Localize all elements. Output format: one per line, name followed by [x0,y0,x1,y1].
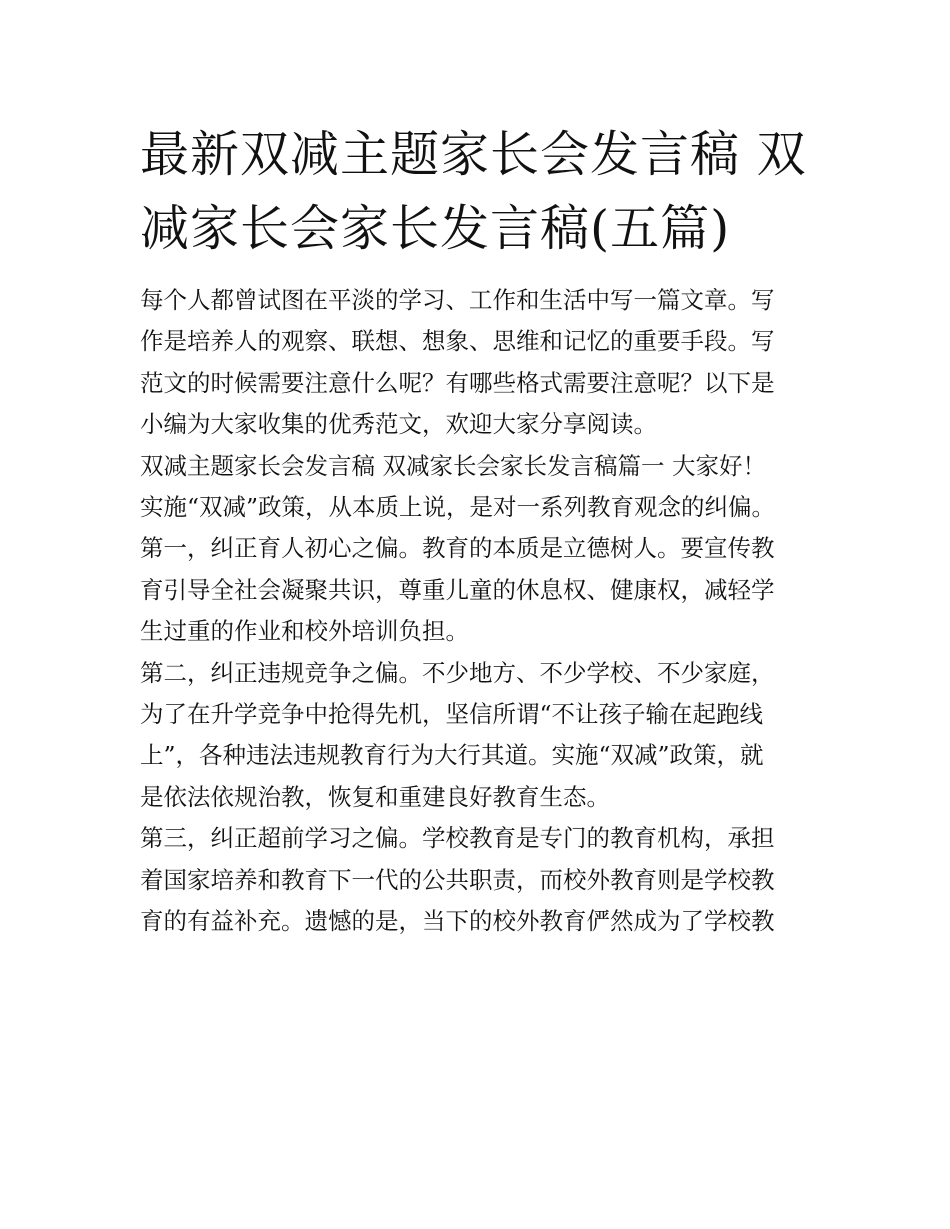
text-line: 作是培养人的观察、联想、想象、思维和记忆的重要手段。写 [140,327,775,356]
text-line: 是依法依规治教，恢复和重建良好教育生态。 [140,782,610,811]
document-title [140,118,812,266]
point-one-paragraph [140,528,812,652]
text-line: 范文的时候需要注意什么呢？有哪些格式需要注意呢？以下是 [140,368,775,397]
intro-paragraph [140,280,812,446]
text-line: 第三，纠正超前学习之偏。学校教育是专门的教育机构，承担 [140,824,775,853]
text-line: 育引导全社会凝聚共识，尊重儿童的休息权、健康权，减轻学 [140,575,775,604]
document-page [140,118,812,943]
text-line: 每个人都曾试图在平淡的学习、工作和生活中写一篇文章。写 [140,286,775,314]
text-line: 为了在升学竞争中抢得先机，坚信所谓“不让孩子输在起跑线 [140,700,764,729]
title-line: 最新双减主题家长会发言稿 双 [140,126,807,183]
text-line: 第二，纠正违规竞争之偏。不少地方、不少学校、不少家庭， [140,658,775,687]
text-line: 上”，各种违法违规教育行为大行其道。实施“双减”政策，就 [140,741,764,770]
text-line: 实施“双减”政策，从本质上说，是对一系列教育观念的纠偏。 [140,493,776,522]
document-body [140,280,812,943]
title-line: 减家长会家长发言稿(五篇) [140,200,731,257]
text-line: 生过重的作业和校外培训负担。 [140,617,469,646]
point-two-paragraph [140,653,812,819]
point-three-paragraph [140,818,812,942]
text-line: 育的有益补充。遗憾的是，当下的校外教育俨然成为了学校教 [140,907,775,936]
text-line: 第一，纠正育人初心之偏。教育的本质是立德树人。要宣传教 [140,534,775,563]
text-line: 双减主题家长会发言稿 双减家长会家长发言稿篇一 大家好！ [140,451,766,480]
overview-paragraph [140,487,812,528]
section-heading-paragraph [140,446,812,487]
text-line: 小编为大家收集的优秀范文，欢迎大家分享阅读。 [140,410,657,439]
text-line: 着国家培养和教育下一代的公共职责，而校外教育则是学校教 [140,865,775,894]
